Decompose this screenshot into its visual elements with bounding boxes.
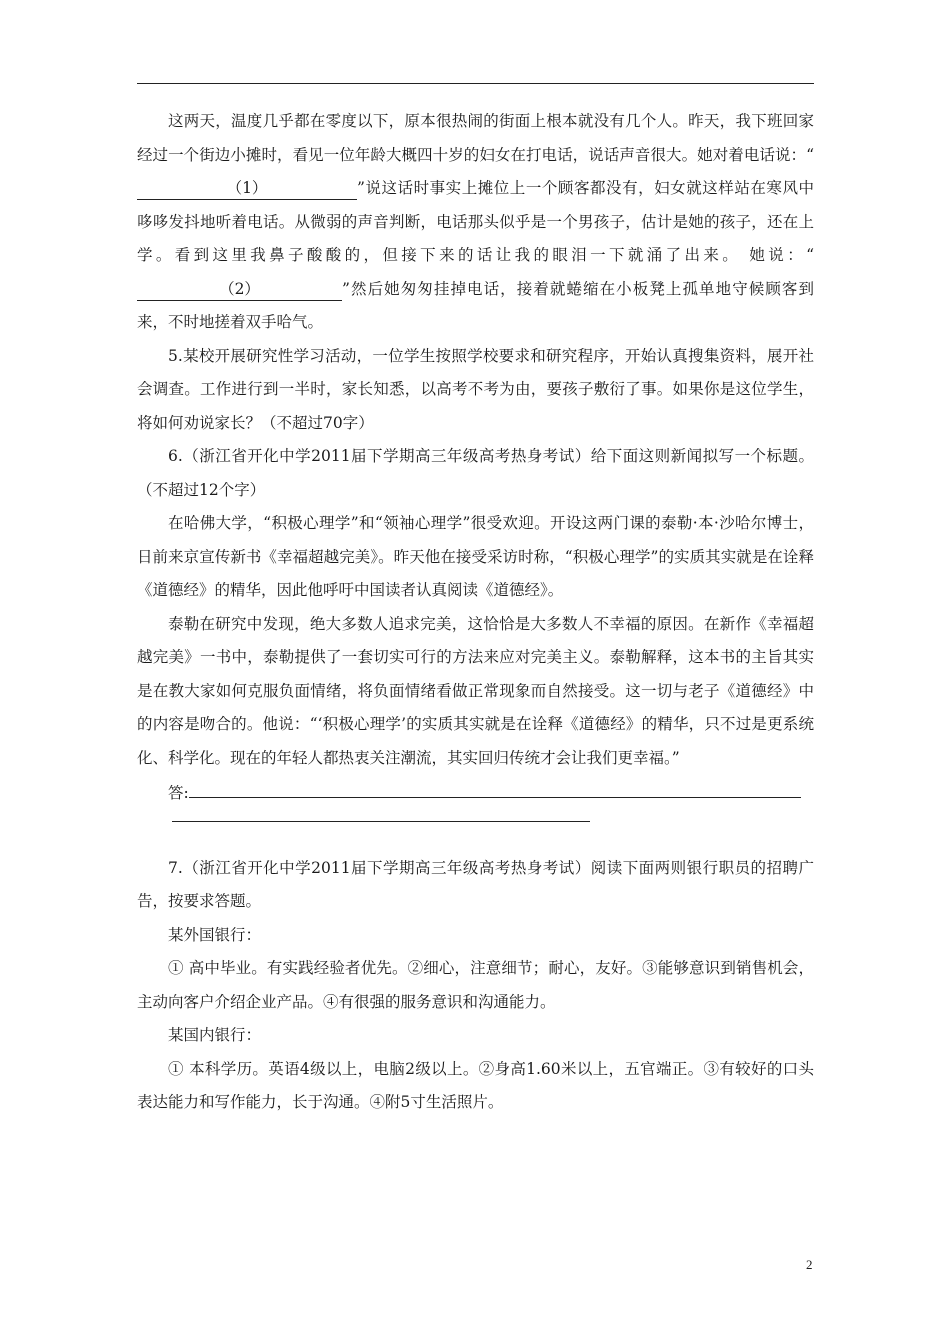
bank-b-requirements: ① 本科学历。英语4级以上，电脑2级以上。②身高1.60米以上，五官端正。③有较好的口头表达能力和写作能力，长于沟通。④附5寸生活照片。 [137, 1059, 814, 1111]
question-6-prompt: 6.（浙江省开化中学2011届下学期高三年级高考热身考试）给下面这则新闻拟写一个标题。（不超过12个字） [137, 447, 814, 499]
story-text-1: 这两天，温度几乎都在零度以下，原本很热闹的街面上根本就没有几个人。昨天，我下班回家经过一个街边小摊时，看见一位年龄大概四十岁的妇女在打电话，说话声音很大。她对着电话说：“ [137, 112, 814, 164]
question-5: 5.某校开展研究性学习活动，一位学生按照学校要求和研究程序，开始认真搜集资料，展开社会调查。工作进行到一半时，家长知悉，以高考不考为由，要孩子敷衍了事。如果你是这位学生，将如何劝说家长？（不超过70字） [137, 346, 814, 432]
answer-blank-2[interactable]: （2） [137, 278, 342, 301]
page-body [137, 105, 814, 1120]
bank-a-requirements: ① 高中毕业。有实践经验者优先。②细心，注意细节；耐心，友好。③能够意识到销售机会，主动向客户介绍企业产品。④有很强的服务意识和沟通能力。 [137, 959, 814, 1011]
page-number: 2 [806, 1257, 813, 1272]
story-paragraph [137, 105, 814, 340]
header-rule [137, 83, 814, 84]
answer-line-1[interactable] [189, 775, 801, 798]
story-text-2: ”说这话时事实上摊位上一个顾客都没有，妇女就这样站在寒风中哆哆发抖地听着电话。从微弱的声音判断，电话那头似乎是一个男孩子，估计是她的孩子，还在上学。看到这里我鼻子酸酸的，但接下来的话让我的眼泪一下就涌了出来。 她说：“ [137, 179, 814, 264]
story-text-3: ”然后她匆匆挂掉电话，接着就蜷缩在小板凳上孤单地守候顾客到来，不时地搓着双手哈气。 [137, 279, 814, 331]
answer-line-2-row [137, 811, 814, 844]
news-paragraph-2: 泰勒在研究中发现，绝大多数人追求完美，这恰恰是大多数人不幸福的原因。在新作《幸福超越完美》一书中，泰勒提供了一套切实可行的方法来应对完美主义。泰勒解释，这本书的主旨其实是在教大家如何克服负面情绪，将负面情绪看做正常现象而自然接受。这一切与老子《道德经》中的内容是吻合的。他说：“‘积极心理学’的实质其实就是在诠释《道德经》的精华，只不过是更系统化、科学化。现在的年轻人都热衷关注潮流，其实回归传统才会让我们更幸福。” [137, 614, 814, 767]
answer-row [137, 775, 814, 811]
answer-line-2[interactable] [172, 821, 590, 822]
answer-blank-1[interactable]: （1） [137, 177, 357, 200]
bank-a-label: 某外国银行： [168, 925, 262, 944]
bank-b-label: 某国内银行： [168, 1026, 262, 1044]
answer-label: 答: [168, 784, 189, 802]
news-paragraph-1: 在哈佛大学，“积极心理学”和“领袖心理学”很受欢迎。开设这两门课的泰勒·本·沙哈尔博士，日前来京宣传新书《幸福超越完美》。昨天他在接受采访时称，“积极心理学”的实质其实就是在诠释《道德经》的精华，因此他呼吁中国读者认真阅读《道德经》。 [137, 514, 814, 599]
question-7-prompt: 7.（浙江省开化中学2011届下学期高三年级高考热身考试）阅读下面两则银行职员的招聘广告，按要求答题。 [137, 858, 814, 910]
